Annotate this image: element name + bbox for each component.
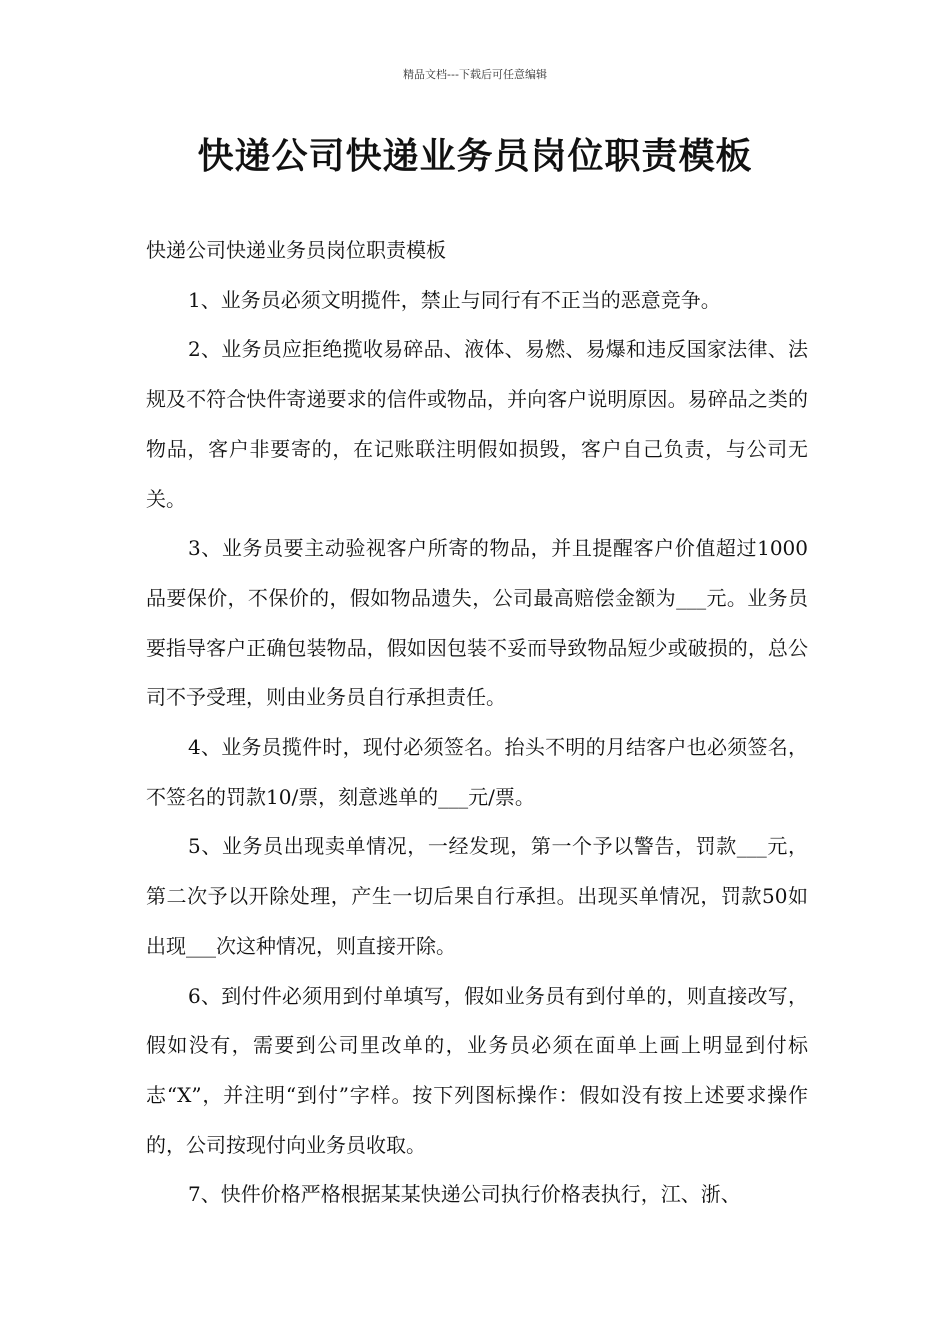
paragraph-6: 6、到付件必须用到付单填写，假如业务员有到付单的，则直接改写，假如没有，需要到公司里改单的，业务员必须在面单上画上明显到付标志“X”，并注明“到付”字样。按下列图标操作：假如没有按上述要求操作的，公司按现付向业务员收取。 xyxy=(146,983,808,1157)
paragraph-4: 4、业务员揽件时，现付必须签名。抬头不明的月结客户也必须签名，不签名的罚款10/票，刻意逃单的___元/票。 xyxy=(146,735,808,809)
header-note: 精品文档---下载后可任意编辑 xyxy=(403,68,547,81)
document-body xyxy=(146,226,808,1220)
paragraph-5: 5、业务员出现卖单情况，一经发现，第一个予以警告，罚款___元，第二次予以开除处理，产生一切后果自行承担。出现买单情况，罚款50如出现___次这种情况，则直接开除。 xyxy=(146,834,808,958)
document-subtitle: 快递公司快递业务员岗位职责模板 xyxy=(146,238,446,262)
paragraph-2: 2、业务员应拒绝揽收易碎品、液体、易燃、易爆和违反国家法律、法规及不符合快件寄递要求的信件或物品，并向客户说明原因。易碎品之类的物品，客户非要寄的，在记账联注明假如损毁，客户自己负责，与公司无关。 xyxy=(146,337,808,511)
paragraph-1: 1、业务员必须文明揽件，禁止与同行有不正当的恶意竞争。 xyxy=(188,287,721,312)
paragraph-7: 7、快件价格严格根据某某快递公司执行价格表执行，江、浙、 xyxy=(188,1182,741,1207)
paragraph-3: 3、业务员要主动验视客户所寄的物品，并且提醒客户价值超过1000品要保价，不保价的，假如物品遗失，公司最高赔偿金额为___元。业务员要指导客户正确包装物品，假如因包装不妥而导致物品短少或破损的，总公司不予受理，则由业务员自行承担责任。 xyxy=(146,536,808,710)
page-title: 快递公司快递业务员岗位职责模板 xyxy=(197,136,753,177)
